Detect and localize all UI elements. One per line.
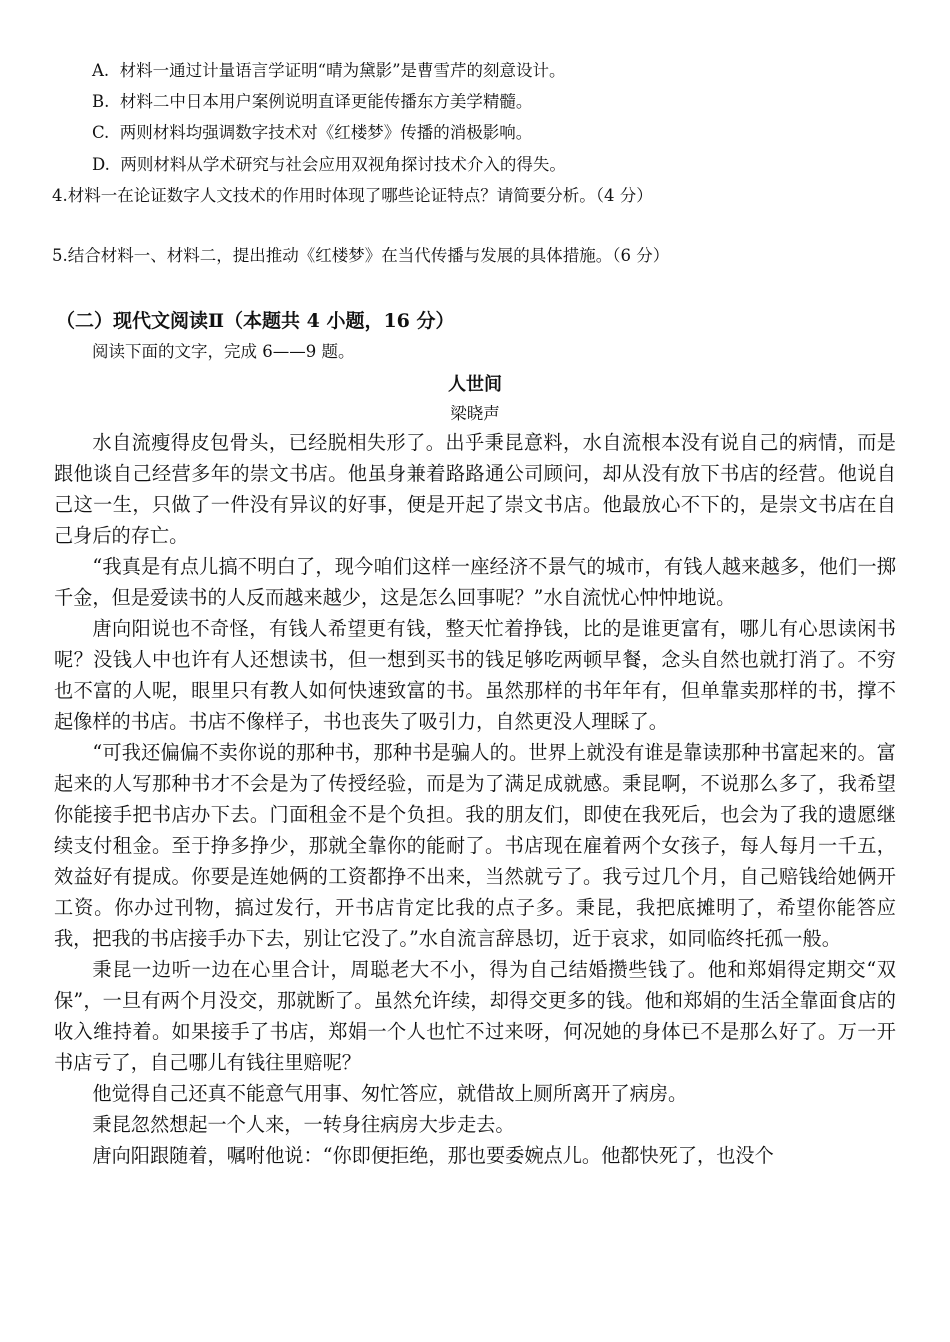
story-author: 梁晓声 — [450, 404, 500, 423]
story-paragraph: 唐向阳跟随着，嘱咐他说：“你即便拒绝，那也要委婉点儿。他都快死了，也没个 — [92, 1144, 774, 1167]
option-a: A. 材料一通过计量语言学证明“晴为黛影”是曹雪芹的刻意设计。 — [92, 61, 566, 80]
story-paragraph: “可我还偏偏不卖你说的那种书，那种书是骗人的。世界上就没有谁是靠读那种书富起来的。富起来的人写那种书才不会是为了传授经验，而是为了满足成就感。秉昆啊，不说那么多了，我希望你能接手把书店办下去。门面租金不是个负担。我的朋友们，即使在我死后，也会为了我的遗愿继续支付租金。至于挣多挣少，那就全靠你的能耐了。书店现在雇着两个女孩子，每人每月一千五，效益好有提成。你要是连她俩的工资都挣不出来，当然就亏了。我亏过几个月，自己赔钱给她俩开工资。你办过刊物，搞过发行，开书店肯定比我的点子多。秉昆，我把底摊明了，希望你能答应我，把我的书店接手办下去，别让它没了。”水自流言辞恳切，近于哀求，如同临终托孤一般。 — [54, 741, 896, 950]
story-body — [54, 427, 896, 1171]
story-paragraph: 唐向阳说也不奇怪，有钱人希望更有钱，整天忙着挣钱，比的是谁更富有，哪儿有心思读闲书呢？没钱人中也许有人还想读书，但一想到买书的钱足够吃两顿早餐，念头自然也就打消了。不穷也不富的人呢，眼里只有教人如何快速致富的书。虽然那样的书年年有，但单靠卖那样的书，撑不起像样的书店。书店不像样子，书也丧失了吸引力，自然更没人理睬了。 — [54, 617, 896, 733]
story-paragraph: 秉昆忽然想起一个人来，一转身往病房大步走去。 — [92, 1113, 515, 1136]
question-4: 4.材料一在论证数字人文技术的作用时体现了哪些论证特点？请简要分析。（4 分） — [52, 186, 653, 205]
option-b: B. 材料二中日本用户案例说明直译更能传播东方美学精髓。 — [92, 92, 533, 111]
story-paragraph: 秉昆一边听一边在心里合计，周聪老大不小，得为自己结婚攒些钱了。他和郑娟得定期交“双保”，一旦有两个月没交，那就断了。虽然允许续，却得交更多的钱。他和郑娟的生活全靠面食店的收入维持着。如果接手了书店，郑娟一个人也忙不过来呀，何况她的身体已不是那么好了。万一开书店亏了，自己哪儿有钱往里赔呢？ — [54, 958, 896, 1074]
option-c: C. 两则材料均强调数字技术对《红楼梦》传播的消极影响。 — [92, 123, 533, 142]
story-paragraph: 水自流瘦得皮包骨头，已经脱相失形了。出乎秉昆意料，水自流根本没有说自己的病情，而是跟他谈自己经营多年的崇文书店。他虽身兼着路路通公司顾问，却从没有放下书店的经营。他说自己这一生，只做了一件没有异议的好事，便是开起了崇文书店。他最放心不下的，是崇文书店在自己身后的存亡。 — [54, 431, 896, 547]
story-paragraph: “我真是有点儿搞不明白了，现今咱们这样一座经济不景气的城市，有钱人越来越多，他们一掷千金，但是爱读书的人反而越来越少，这是怎么回事呢？”水自流忧心忡忡地说。 — [54, 555, 896, 609]
story-paragraph: 他觉得自己还真不能意气用事、匆忙答应，就借故上厕所离开了病房。 — [92, 1082, 688, 1105]
section-instruction: 阅读下面的文字，完成 6——9 题。 — [92, 342, 355, 361]
question-5: 5.结合材料一、材料二，提出推动《红楼梦》在当代传播与发展的具体措施。（6 分） — [52, 246, 670, 265]
section-heading: （二）现代文阅读Ⅱ（本题共 4 小题，16 分） — [56, 310, 455, 332]
story-title: 人世间 — [448, 374, 502, 395]
option-d: D. 两则材料从学术研究与社会应用双视角探讨技术介入的得失。 — [92, 155, 566, 174]
